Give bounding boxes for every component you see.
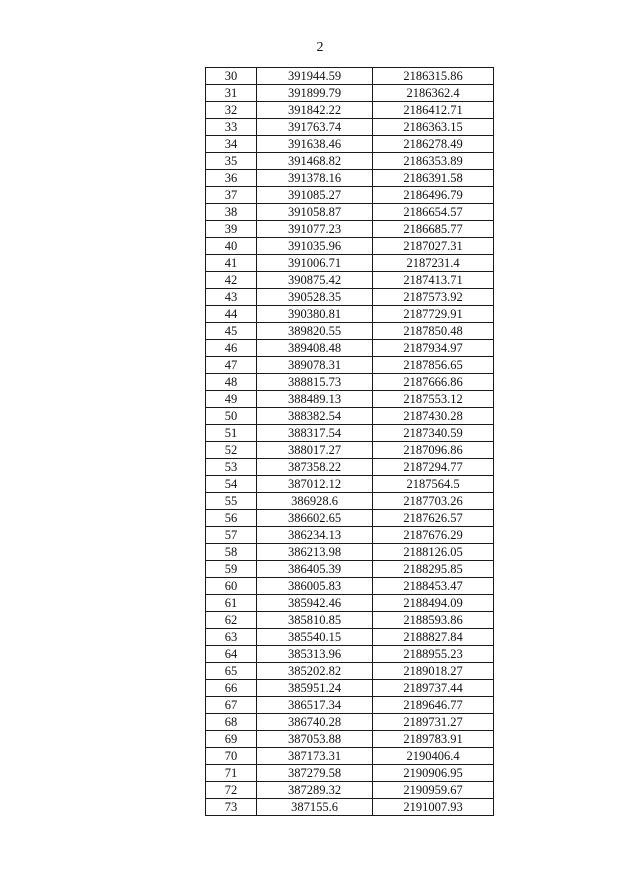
- y-coordinate-cell: 2186654.57: [373, 204, 494, 221]
- point-number-cell: 70: [206, 748, 257, 765]
- table-row: [206, 799, 494, 816]
- x-coordinate-cell: 390380.81: [257, 306, 373, 323]
- page-number: 2: [316, 40, 324, 55]
- table-row: [206, 663, 494, 680]
- point-number-cell: 35: [206, 153, 257, 170]
- point-number-cell: 63: [206, 629, 257, 646]
- x-coordinate-cell: 390528.35: [257, 289, 373, 306]
- point-number-cell: 39: [206, 221, 257, 238]
- y-coordinate-cell: 2187850.48: [373, 323, 494, 340]
- x-coordinate-cell: 391842.22: [257, 102, 373, 119]
- y-coordinate-cell: 2187856.65: [373, 357, 494, 374]
- x-coordinate-cell: 386740.28: [257, 714, 373, 731]
- y-coordinate-cell: 2188295.85: [373, 561, 494, 578]
- point-number-cell: 53: [206, 459, 257, 476]
- point-number-cell: 55: [206, 493, 257, 510]
- point-number-cell: 46: [206, 340, 257, 357]
- x-coordinate-cell: 391035.96: [257, 238, 373, 255]
- table-row: [206, 765, 494, 782]
- x-coordinate-cell: 390875.42: [257, 272, 373, 289]
- point-number-cell: 37: [206, 187, 257, 204]
- table-row: [206, 442, 494, 459]
- x-coordinate-cell: 386517.34: [257, 697, 373, 714]
- table-row: [206, 493, 494, 510]
- point-number-cell: 73: [206, 799, 257, 816]
- y-coordinate-cell: 2187430.28: [373, 408, 494, 425]
- point-number-cell: 48: [206, 374, 257, 391]
- table-row: [206, 408, 494, 425]
- point-number-cell: 30: [206, 68, 257, 85]
- y-coordinate-cell: 2187934.97: [373, 340, 494, 357]
- y-coordinate-cell: 2188827.84: [373, 629, 494, 646]
- x-coordinate-cell: 391763.74: [257, 119, 373, 136]
- y-coordinate-cell: 2189737.44: [373, 680, 494, 697]
- point-number-cell: 56: [206, 510, 257, 527]
- y-coordinate-cell: 2186363.15: [373, 119, 494, 136]
- point-number-cell: 40: [206, 238, 257, 255]
- y-coordinate-cell: 2187666.86: [373, 374, 494, 391]
- y-coordinate-cell: 2187413.71: [373, 272, 494, 289]
- table-row: [206, 731, 494, 748]
- x-coordinate-cell: 385810.85: [257, 612, 373, 629]
- x-coordinate-cell: 387289.32: [257, 782, 373, 799]
- x-coordinate-cell: 388017.27: [257, 442, 373, 459]
- x-coordinate-cell: 385313.96: [257, 646, 373, 663]
- x-coordinate-cell: 386234.13: [257, 527, 373, 544]
- x-coordinate-cell: 386405.39: [257, 561, 373, 578]
- x-coordinate-cell: 386213.98: [257, 544, 373, 561]
- table-row: [206, 629, 494, 646]
- x-coordinate-cell: 387173.31: [257, 748, 373, 765]
- table-row: [206, 221, 494, 238]
- x-coordinate-cell: 386602.65: [257, 510, 373, 527]
- x-coordinate-cell: 391944.59: [257, 68, 373, 85]
- x-coordinate-cell: 389078.31: [257, 357, 373, 374]
- point-number-cell: 61: [206, 595, 257, 612]
- point-number-cell: 62: [206, 612, 257, 629]
- point-number-cell: 43: [206, 289, 257, 306]
- point-number-cell: 49: [206, 391, 257, 408]
- table-row: [206, 561, 494, 578]
- table-row: [206, 68, 494, 85]
- table-row: [206, 102, 494, 119]
- y-coordinate-cell: 2190406.4: [373, 748, 494, 765]
- table-row: [206, 289, 494, 306]
- point-number-cell: 52: [206, 442, 257, 459]
- x-coordinate-cell: 388815.73: [257, 374, 373, 391]
- table-row: [206, 476, 494, 493]
- point-number-cell: 41: [206, 255, 257, 272]
- point-number-cell: 58: [206, 544, 257, 561]
- y-coordinate-cell: 2186496.79: [373, 187, 494, 204]
- point-number-cell: 51: [206, 425, 257, 442]
- point-number-cell: 68: [206, 714, 257, 731]
- y-coordinate-cell: 2187626.57: [373, 510, 494, 527]
- table-row: [206, 204, 494, 221]
- y-coordinate-cell: 2187340.59: [373, 425, 494, 442]
- table-row: [206, 595, 494, 612]
- x-coordinate-cell: 391378.16: [257, 170, 373, 187]
- table-row: [206, 374, 494, 391]
- y-coordinate-cell: 2188593.86: [373, 612, 494, 629]
- point-number-cell: 60: [206, 578, 257, 595]
- y-coordinate-cell: 2186315.86: [373, 68, 494, 85]
- y-coordinate-cell: 2188126.05: [373, 544, 494, 561]
- x-coordinate-cell: 385951.24: [257, 680, 373, 697]
- table-row: [206, 391, 494, 408]
- x-coordinate-cell: 388317.54: [257, 425, 373, 442]
- point-number-cell: 36: [206, 170, 257, 187]
- point-number-cell: 72: [206, 782, 257, 799]
- point-number-cell: 47: [206, 357, 257, 374]
- y-coordinate-cell: 2186391.58: [373, 170, 494, 187]
- y-coordinate-cell: 2186412.71: [373, 102, 494, 119]
- point-number-cell: 50: [206, 408, 257, 425]
- table-row: [206, 238, 494, 255]
- x-coordinate-cell: 387012.12: [257, 476, 373, 493]
- x-coordinate-cell: 387053.88: [257, 731, 373, 748]
- table-row: [206, 306, 494, 323]
- table-row: [206, 153, 494, 170]
- table-row: [206, 578, 494, 595]
- table-row: [206, 357, 494, 374]
- x-coordinate-cell: 388382.54: [257, 408, 373, 425]
- table-row: [206, 714, 494, 731]
- y-coordinate-cell: 2188494.09: [373, 595, 494, 612]
- table-row: [206, 255, 494, 272]
- table-row: [206, 323, 494, 340]
- y-coordinate-cell: 2187096.86: [373, 442, 494, 459]
- x-coordinate-cell: 385540.15: [257, 629, 373, 646]
- point-number-cell: 65: [206, 663, 257, 680]
- table-row: [206, 680, 494, 697]
- table-row: [206, 612, 494, 629]
- table-row: [206, 527, 494, 544]
- x-coordinate-cell: 387358.22: [257, 459, 373, 476]
- y-coordinate-cell: 2189646.77: [373, 697, 494, 714]
- x-coordinate-cell: 387155.6: [257, 799, 373, 816]
- y-coordinate-cell: 2187703.26: [373, 493, 494, 510]
- y-coordinate-cell: 2186362.4: [373, 85, 494, 102]
- x-coordinate-cell: 391006.71: [257, 255, 373, 272]
- point-number-cell: 34: [206, 136, 257, 153]
- table-row: [206, 136, 494, 153]
- table-row: [206, 170, 494, 187]
- point-number-cell: 66: [206, 680, 257, 697]
- point-number-cell: 71: [206, 765, 257, 782]
- table-row: [206, 425, 494, 442]
- table-row: [206, 119, 494, 136]
- x-coordinate-cell: 389408.48: [257, 340, 373, 357]
- point-number-cell: 64: [206, 646, 257, 663]
- y-coordinate-cell: 2189018.27: [373, 663, 494, 680]
- point-number-cell: 38: [206, 204, 257, 221]
- table-row: [206, 782, 494, 799]
- point-number-cell: 54: [206, 476, 257, 493]
- table-row: [206, 544, 494, 561]
- x-coordinate-cell: 385202.82: [257, 663, 373, 680]
- x-coordinate-cell: 391085.27: [257, 187, 373, 204]
- y-coordinate-cell: 2187027.31: [373, 238, 494, 255]
- x-coordinate-cell: 386005.83: [257, 578, 373, 595]
- y-coordinate-cell: 2187294.77: [373, 459, 494, 476]
- table-row: [206, 510, 494, 527]
- x-coordinate-cell: 386928.6: [257, 493, 373, 510]
- y-coordinate-cell: 2188955.23: [373, 646, 494, 663]
- point-number-cell: 32: [206, 102, 257, 119]
- y-coordinate-cell: 2186353.89: [373, 153, 494, 170]
- table-row: [206, 459, 494, 476]
- x-coordinate-cell: 391077.23: [257, 221, 373, 238]
- table-row: [206, 646, 494, 663]
- y-coordinate-cell: 2186685.77: [373, 221, 494, 238]
- x-coordinate-cell: 385942.46: [257, 595, 373, 612]
- y-coordinate-cell: 2187573.92: [373, 289, 494, 306]
- y-coordinate-cell: 2190906.95: [373, 765, 494, 782]
- x-coordinate-cell: 388489.13: [257, 391, 373, 408]
- y-coordinate-cell: 2187729.91: [373, 306, 494, 323]
- table-row: [206, 697, 494, 714]
- y-coordinate-cell: 2189783.91: [373, 731, 494, 748]
- point-number-cell: 45: [206, 323, 257, 340]
- y-coordinate-cell: 2187231.4: [373, 255, 494, 272]
- y-coordinate-cell: 2187553.12: [373, 391, 494, 408]
- x-coordinate-cell: 387279.58: [257, 765, 373, 782]
- point-number-cell: 67: [206, 697, 257, 714]
- point-number-cell: 57: [206, 527, 257, 544]
- x-coordinate-cell: 391899.79: [257, 85, 373, 102]
- y-coordinate-cell: 2190959.67: [373, 782, 494, 799]
- y-coordinate-cell: 2191007.93: [373, 799, 494, 816]
- point-number-cell: 42: [206, 272, 257, 289]
- y-coordinate-cell: 2188453.47: [373, 578, 494, 595]
- point-number-cell: 69: [206, 731, 257, 748]
- point-number-cell: 31: [206, 85, 257, 102]
- point-number-cell: 59: [206, 561, 257, 578]
- x-coordinate-cell: 389820.55: [257, 323, 373, 340]
- x-coordinate-cell: 391058.87: [257, 204, 373, 221]
- y-coordinate-cell: 2187564.5: [373, 476, 494, 493]
- coordinates-table-body: [206, 68, 494, 816]
- point-number-cell: 33: [206, 119, 257, 136]
- y-coordinate-cell: 2189731.27: [373, 714, 494, 731]
- x-coordinate-cell: 391468.82: [257, 153, 373, 170]
- table-row: [206, 748, 494, 765]
- table-row: [206, 85, 494, 102]
- table-row: [206, 272, 494, 289]
- y-coordinate-cell: 2187676.29: [373, 527, 494, 544]
- x-coordinate-cell: 391638.46: [257, 136, 373, 153]
- table-row: [206, 340, 494, 357]
- coordinates-table: [205, 67, 494, 816]
- table-row: [206, 187, 494, 204]
- y-coordinate-cell: 2186278.49: [373, 136, 494, 153]
- point-number-cell: 44: [206, 306, 257, 323]
